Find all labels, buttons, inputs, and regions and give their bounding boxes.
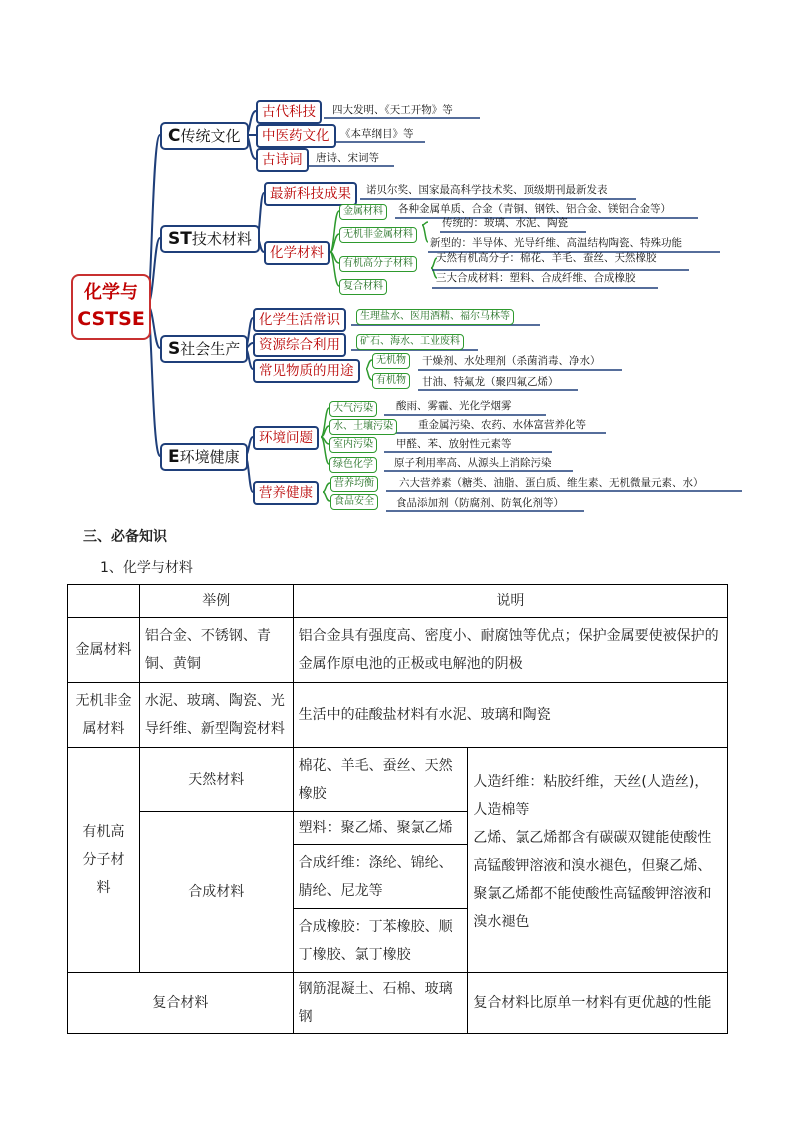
leaf-organic-substance: 甘油、特氟龙（聚四氟乙烯） xyxy=(422,376,559,388)
branch-c xyxy=(160,122,249,150)
branch-e-letter: E xyxy=(168,447,180,467)
node-metal-materials: 金属材料 xyxy=(339,204,387,220)
node-inorganic-materials: 无机非金属材料 xyxy=(339,227,417,243)
table-row-metal xyxy=(68,618,728,683)
cell-inorganic-explain: 生活中的硅酸盐材料有水泥、玻璃和陶瓷 xyxy=(293,683,727,748)
cell-natural-name: 天然材料 xyxy=(139,748,293,812)
node-composite-materials: 复合材料 xyxy=(339,279,387,295)
node-air-pollution: 大气污染 xyxy=(329,401,377,417)
node-substance-usage: 常见物质的用途 xyxy=(253,359,360,383)
cell-synthetic-fiber: 合成纤维：涤纶、锦纶、腈纶、尼龙等 xyxy=(293,845,468,909)
cell-composite-explain: 复合材料比原单一材料有更优越的性能 xyxy=(468,973,728,1034)
cell-inorganic-name: 无机非金属材料 xyxy=(68,683,140,748)
node-green-chemistry: 绿色化学 xyxy=(329,457,377,473)
leaf-green-chemistry: 原子利用率高、从源头上消除污染 xyxy=(394,457,552,469)
leaf-metal-materials: 各种金属单质、合金（青铜、钢铁、铝合金、镁铝合金等） xyxy=(398,203,671,215)
branch-c-letter: C xyxy=(168,126,181,146)
leaf-food-safety: 食品添加剂（防腐剂、防氧化剂等） xyxy=(396,497,564,509)
leaf-air-pollution: 酸雨、雾霾、光化学烟雾 xyxy=(396,400,512,412)
node-tcm-culture: 中医药文化 xyxy=(256,124,336,148)
node-organic-materials: 有机高分子材料 xyxy=(339,256,417,272)
cell-composite-name: 复合材料 xyxy=(68,973,294,1034)
leaf-inorganic-new: 新型的：半导体、光导纤维、高温结构陶瓷、特殊功能 xyxy=(430,237,682,249)
leaf-ancient-tech: 四大发明、《天工开物》等 xyxy=(332,104,453,116)
cell-organic-explain-2: 乙烯、氯乙烯都含有碳碳双键能使酸性高锰酸钾溶液和溴水褪色，但聚乙烯、聚氯乙烯都不能使酸性高锰酸钾溶液和溴水褪色 xyxy=(473,830,712,930)
cell-composite-example: 钢筋混凝土、石棉、玻璃钢 xyxy=(293,973,468,1034)
cell-metal-example: 铝合金、不锈钢、青铜、黄铜 xyxy=(139,618,293,683)
table-header-example: 举例 xyxy=(139,585,293,618)
node-resource-use: 资源综合利用 xyxy=(253,333,346,357)
node-indoor-pollution: 室内污染 xyxy=(329,437,377,453)
cell-organic-explain xyxy=(468,748,728,973)
cell-organic-name: 有机高分子材料 xyxy=(68,748,140,973)
leaf-resource-use: 矿石、海水、工业废料 xyxy=(356,334,464,350)
leaf-water-soil-pollution: 重金属污染、农药、水体富营养化等 xyxy=(418,419,586,431)
leaf-indoor-pollution: 甲醛、苯、放射性元素等 xyxy=(396,438,512,450)
node-chem-materials: 化学材料 xyxy=(264,241,330,265)
branch-e xyxy=(160,443,248,471)
cell-metal-explain: 铝合金具有强度高、密度小、耐腐蚀等优点；保护金属要使被保护的金属作原电池的正极或电解池的阴极 xyxy=(293,618,727,683)
table-header-explain: 说明 xyxy=(293,585,727,618)
branch-st xyxy=(160,225,260,253)
node-balanced-nutrition: 营养均衡 xyxy=(330,476,378,492)
node-inorganic-substance: 无机物 xyxy=(372,353,410,369)
branch-c-label: 传统文化 xyxy=(180,127,241,145)
leaf-tcm-culture: 《本草纲目》等 xyxy=(340,128,414,140)
leaf-life-knowledge: 生理盐水、医用酒精、福尔马林等 xyxy=(356,309,514,325)
cell-inorganic-example: 水泥、玻璃、陶瓷、光导纤维、新型陶瓷材料 xyxy=(139,683,293,748)
node-latest-tech: 最新科技成果 xyxy=(264,182,357,206)
table-row-organic-natural xyxy=(68,748,728,812)
branch-s-letter: S xyxy=(168,339,181,359)
cell-synthetic-rubber: 合成橡胶：丁苯橡胶、顺丁橡胶、氯丁橡胶 xyxy=(293,909,468,973)
node-poetry: 古诗词 xyxy=(256,148,309,172)
node-life-knowledge: 化学生活常识 xyxy=(253,308,346,332)
table-header-row xyxy=(68,585,728,618)
mindmap-root xyxy=(71,274,151,340)
leaf-inorganic-substance: 干燥剂、水处理剂（杀菌消毒、净水） xyxy=(422,355,601,367)
branch-e-label: 环境健康 xyxy=(179,448,240,466)
table-row-inorganic xyxy=(68,683,728,748)
cell-synthetic-plastic: 塑料：聚乙烯、聚氯乙烯 xyxy=(293,812,468,845)
node-nutrition-health: 营养健康 xyxy=(253,481,319,505)
branch-st-label: 技术材料 xyxy=(191,230,252,248)
leaf-inorganic-traditional: 传统的：玻璃、水泥、陶瓷 xyxy=(442,217,568,229)
node-water-soil-pollution: 水、土壤污染 xyxy=(329,419,397,435)
materials-table xyxy=(67,584,728,1034)
node-organic-substance: 有机物 xyxy=(372,373,410,389)
table-row-composite xyxy=(68,973,728,1034)
branch-s-label: 社会生产 xyxy=(180,340,241,358)
leaf-organic-synthetic: 三大合成材料：塑料、合成纤维、合成橡胶 xyxy=(436,272,636,284)
cell-natural-example: 棉花、羊毛、蚕丝、天然橡胶 xyxy=(293,748,468,812)
branch-st-letter: ST xyxy=(168,229,192,249)
root-line2: CSTSE xyxy=(77,308,145,330)
cell-synthetic-name: 合成材料 xyxy=(139,812,293,973)
node-ancient-tech: 古代科技 xyxy=(256,100,322,124)
leaf-poetry: 唐诗、宋词等 xyxy=(316,152,379,164)
cell-metal-name: 金属材料 xyxy=(68,618,140,683)
leaf-balanced-nutrition: 六大营养素（糖类、油脂、蛋白质、维生素、无机微量元素、水） xyxy=(399,477,704,489)
leaf-latest-tech: 诺贝尔奖、国家最高科学技术奖、顶级期刊最新发表 xyxy=(366,184,608,196)
table-header-empty xyxy=(68,585,140,618)
section-subtitle: 1、化学与材料 xyxy=(100,560,193,576)
leaf-organic-natural: 天然有机高分子：棉花、羊毛、蚕丝、天然橡胶 xyxy=(436,252,657,264)
node-food-safety: 食品安全 xyxy=(330,494,378,510)
section-title: 三、必备知识 xyxy=(83,529,167,545)
cell-organic-explain-1: 人造纤维：粘胶纤维，天丝(人造丝)，人造棉等 xyxy=(473,774,709,818)
branch-s xyxy=(160,335,248,363)
root-line1: 化学与 xyxy=(84,282,138,303)
node-env-problems: 环境问题 xyxy=(253,426,319,450)
